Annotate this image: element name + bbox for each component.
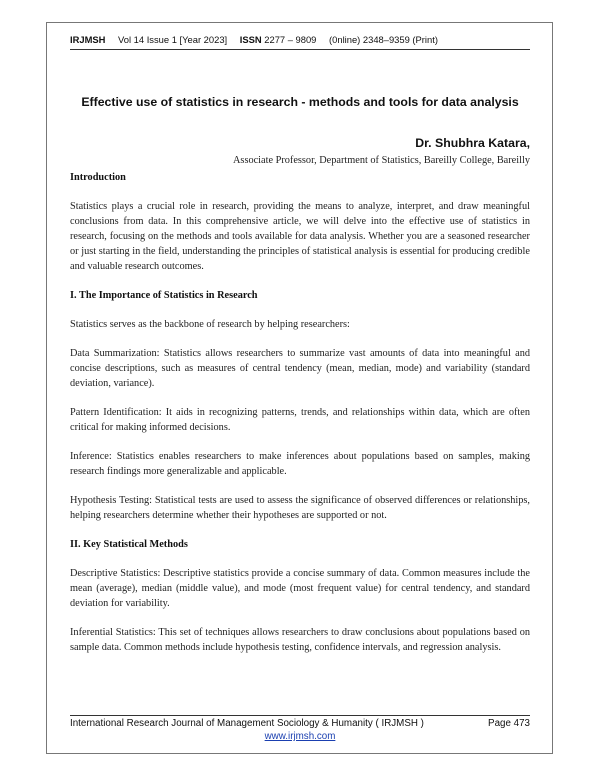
footer-rule [70,715,530,716]
issn-label: ISSN [239,34,262,45]
header-rule [70,49,530,50]
running-header [70,34,540,45]
paragraph-intro: Statistics plays a crucial role in research, providing the means to analyze, interpret, and draw meaningful conclusions from data. In this comprehensive article, we will delve into the effective use of statistics in research, focusing on the methods and tools available for data analysis. Whether you are a seasoned researcher or just starting in the field, understanding the principles of statistical analysis is essential for producing credible and valuable research outcomes. [70,201,530,272]
journal-website-link[interactable]: www.irjmsh.com [264,731,336,742]
paragraph-pattern-identification: Pattern Identification: It aids in recognizing patterns, trends, and relationships within data, which are often critical for making informed decisions. [70,407,530,433]
paragraph-inferential-statistics: Inferential Statistics: This set of techniques allows researchers to draw conclusions about populations based on sample data. Common methods include hypothesis testing, confidence intervals, and regression analysis. [70,627,530,653]
journal-abbr: IRJMSH [70,34,106,45]
issn-online: (0nline) 2348–9359 (Print) [329,34,438,45]
article-body [70,170,530,655]
paragraph-descriptive-statistics: Descriptive Statistics: Descriptive statistics provide a concise summary of data. Common measures include the mean (average), median (middle value), and mode (most frequent value) for central tendency, and standard deviation for variability. [70,568,530,609]
paragraph-inference: Inference: Statistics enables researchers to make inferences about populations based on samples, making research findings more generalizable and applicable. [70,451,530,477]
section-heading-methods: II. Key Statistical Methods [70,539,188,550]
section-heading-introduction: Introduction [70,172,126,183]
paragraph-hypothesis-testing: Hypothesis Testing: Statistical tests are used to assess the significance of observed differences or relationships, helping researchers determine whether their hypotheses are supported or not. [70,495,530,521]
paragraph-backbone: Statistics serves as the backbone of research by helping researchers: [70,319,350,330]
author-name: Dr. Shubhra Katara, [415,136,530,150]
issn-number: 2277 – 9809 [264,34,317,45]
section-heading-importance: I. The Importance of Statistics in Research [70,290,258,301]
page-number: Page 473 [488,718,530,729]
author-affiliation: Associate Professor, Department of Statistics, Bareilly College, Bareilly [233,155,530,166]
paper-title: Effective use of statistics in research - methods and tools for data analysis [81,95,519,109]
volume-info: Vol 14 Issue 1 [Year 2023] [118,34,228,45]
paragraph-data-summarization: Data Summarization: Statistics allows researchers to summarize vast amounts of data into meaningful and concise descriptions, such as measures of central tendency (mean, median, mode) and variability (standard deviation, variance). [70,348,530,389]
footer-journal-name: International Research Journal of Management Sociology & Humanity ( IRJMSH ) [70,718,424,729]
